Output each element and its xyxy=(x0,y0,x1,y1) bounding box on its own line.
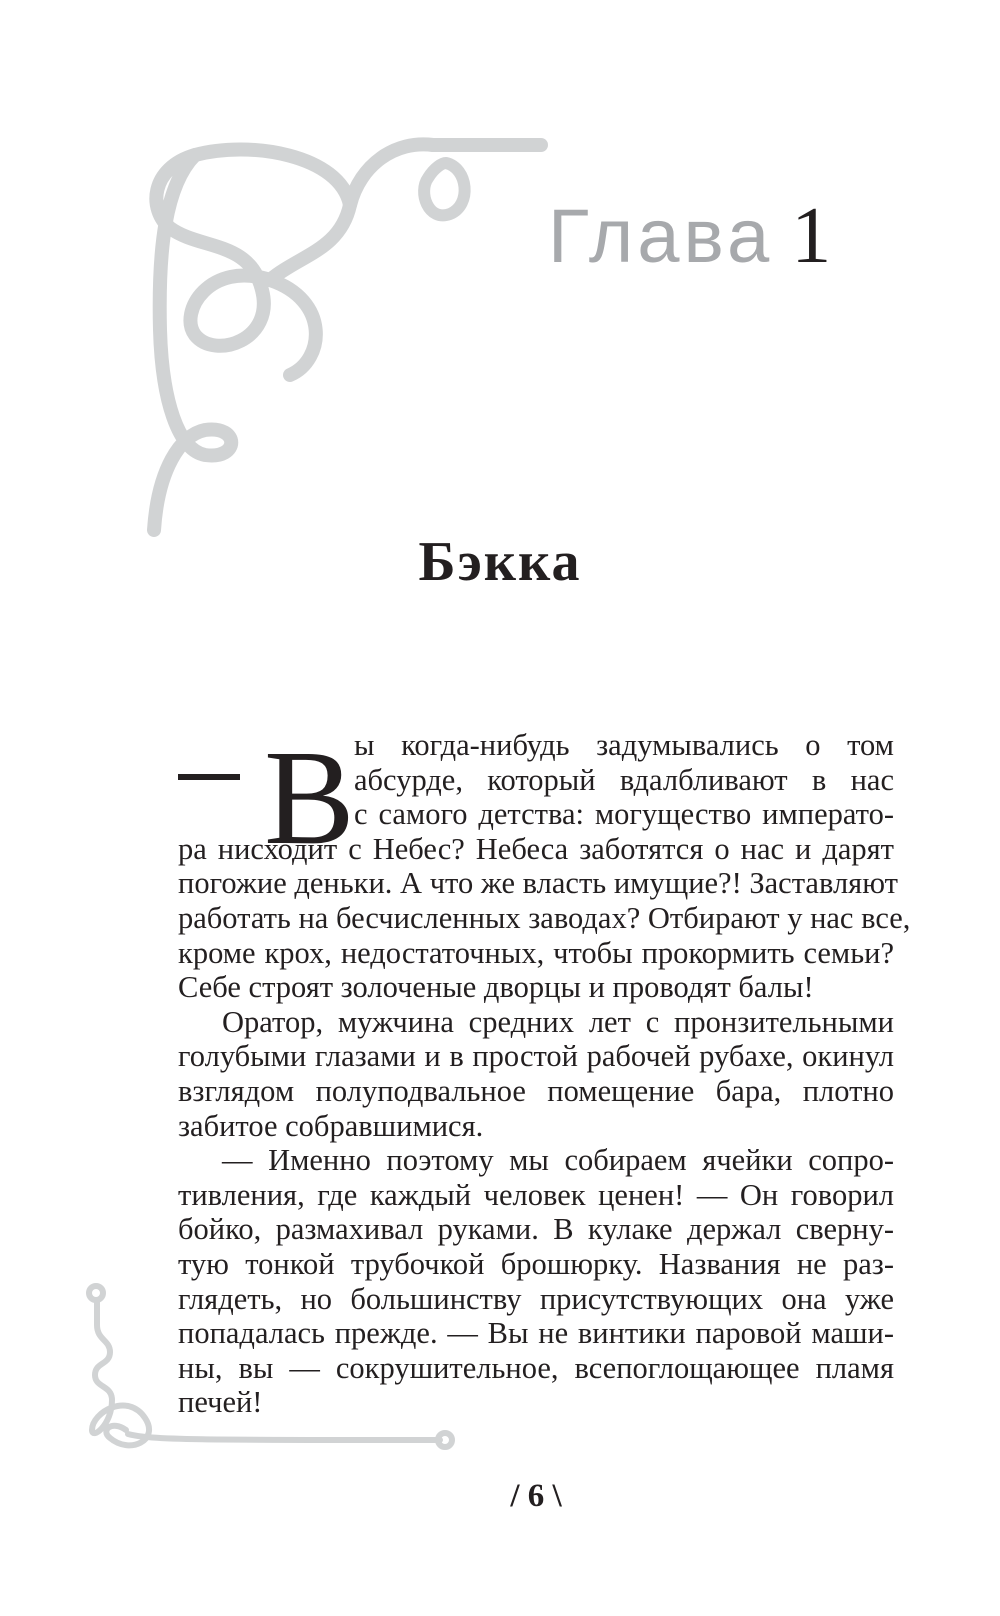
text-line: глядеть, но большинству присутствующих она уже xyxy=(178,1281,894,1316)
text-line: абсурде, который вдалбливают в нас xyxy=(354,762,894,797)
text-line: печей! xyxy=(178,1385,263,1420)
chapter-word: Глава xyxy=(548,194,774,279)
text-line: ы когда-нибудь задумывались о том xyxy=(354,728,894,762)
text-line: кроме крох, недостаточных, чтобы прокормить семьи? xyxy=(178,935,894,970)
text-line: погожие деньки. А что же власть имущие?! Заставляют xyxy=(178,866,898,901)
text-line: с самого детства: могущество императо- xyxy=(354,797,894,832)
text-line: бойко, размахивал руками. В кулаке держал сверну- xyxy=(178,1212,894,1247)
text-line: попадалась прежде. — Вы не винтики паровой маши- xyxy=(178,1316,894,1351)
text-line: тую тонкой трубочкой брошюрку. Названия не раз- xyxy=(178,1246,894,1281)
text-line: забитое собравшимися. xyxy=(178,1108,484,1143)
text-line: голубыми глазами и в простой рабочей рубахе, окинул xyxy=(178,1039,894,1074)
page-number: / 6 \ xyxy=(510,1478,562,1514)
chapter-title xyxy=(548,192,836,280)
paragraph-2 xyxy=(178,1005,894,1143)
text-line: тивления, где каждый человек ценен! — Он говорил xyxy=(178,1177,894,1212)
drop-cap: В xyxy=(264,723,355,873)
body-text xyxy=(178,723,911,1420)
text-line: Оратор, мужчина средних лет с пронзительными xyxy=(222,1004,894,1039)
text-line: взглядом полуподвальное помещение бара, плотно xyxy=(178,1073,894,1108)
text-line: Себе строят золоченые дворцы и проводят балы! xyxy=(178,970,814,1005)
text-line: ра нисходит с Небес? Небеса заботятся о нас и дарят xyxy=(178,831,894,866)
text-line: работать на бесчисленных заводах? Отбирают у нас все, xyxy=(178,900,911,935)
paragraph-1 xyxy=(178,723,911,1005)
chapter-number: 1 xyxy=(791,192,836,280)
text-line: ны, вы — сокрушительное, всепоглощающее пламя xyxy=(178,1350,894,1385)
section-heading: Бэкка xyxy=(418,531,582,593)
text-line: — Именно поэтому мы собираем ячейки сопро- xyxy=(222,1143,894,1178)
dialogue-dash xyxy=(178,774,240,780)
paragraph-3 xyxy=(178,1143,894,1420)
